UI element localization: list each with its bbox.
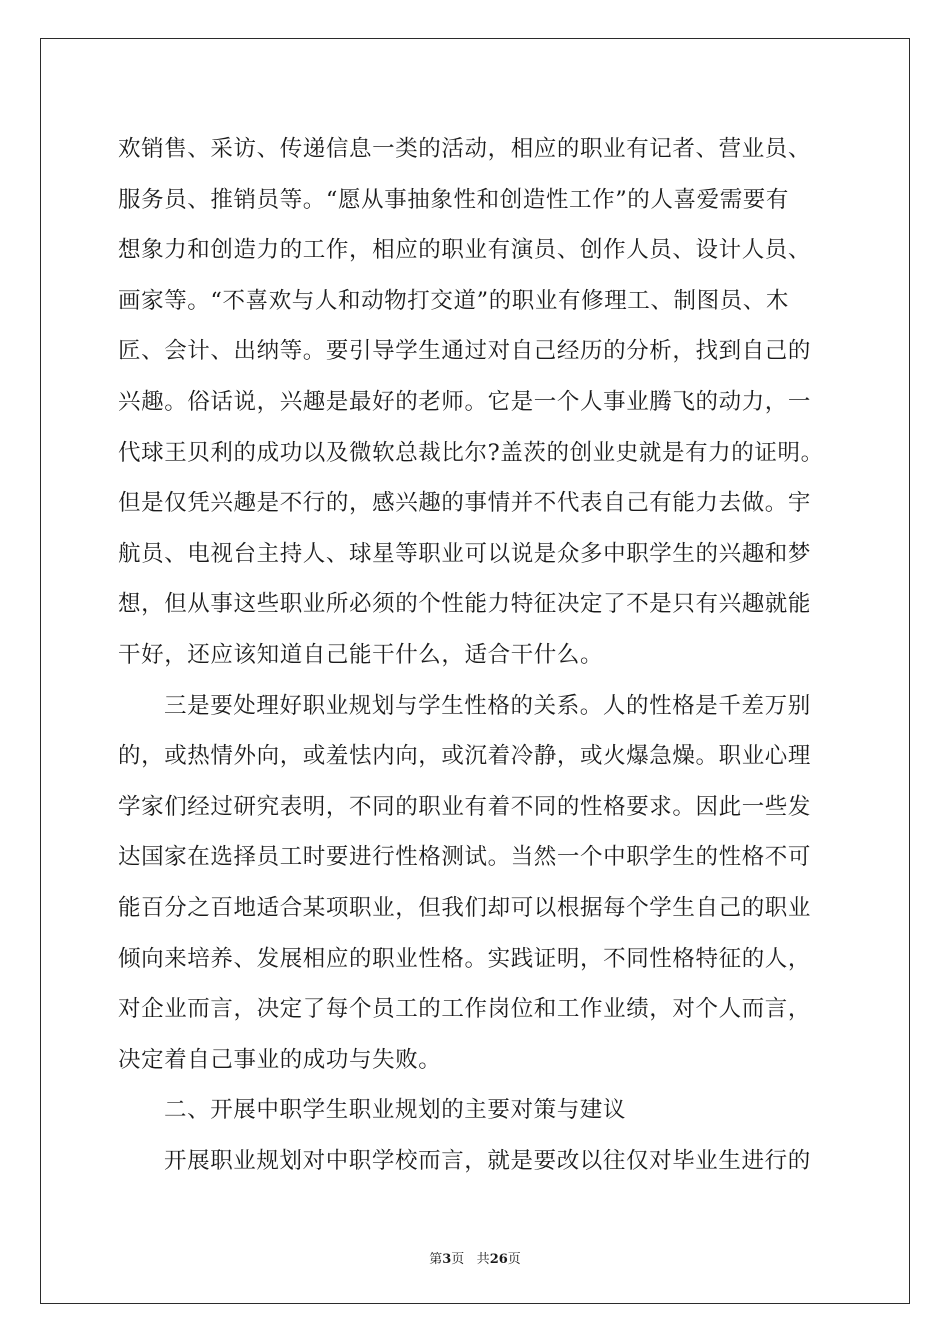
text-line: 画家等。“不喜欢与人和动物打交道”的职业有修理工、制图员、木 (118, 287, 790, 314)
text-line: 欢销售、采访、传递信息一类的活动，相应的职业有记者、营业员、 (118, 136, 812, 162)
text-line: 匠、会计、出纳等。要引导学生通过对自己经历的分析，找到自己的 (118, 338, 812, 365)
text-line: 代球王贝利的成功以及微软总裁比尔?盖茨的创业史就是有力的证明。 (118, 439, 824, 466)
text-line: 学家们经过研究表明，不同的职业有着不同的性格要求。因此一些发 (118, 793, 812, 820)
text-line: 兴趣。俗话说，兴趣是最好的老师。它是一个人事业腾飞的动力，一 (118, 388, 812, 415)
text-line: 干好，还应该知道自己能干什么，适合干什么。 (118, 641, 604, 668)
document-body (118, 128, 838, 1190)
text-line: 航员、电视台主持人、球星等职业可以说是众多中职学生的兴趣和梦 (118, 540, 812, 567)
text-line: 达国家在选择员工时要进行性格测试。当然一个中职学生的性格不可 (118, 844, 812, 871)
page-footer (0, 1248, 950, 1267)
text-line: 想，但从事这些职业所必须的个性能力特征决定了不是只有兴趣就能 (118, 591, 812, 618)
text-line: 的，或热情外向，或羞怯内向，或沉着冷静，或火爆急燥。职业心理 (118, 743, 812, 770)
text-line: 开展职业规划对中职学校而言，就是要改以往仅对毕业生进行的 (164, 1147, 811, 1174)
total-suffix: 页 (507, 1252, 521, 1267)
text-line: 但是仅凭兴趣是不行的，感兴趣的事情并不代表自己有能力去做。宇 (118, 490, 812, 517)
text-line: 倾向来培养、发展相应的职业性格。实践证明，不同性格特征的人， (118, 945, 812, 972)
text-line: 对企业而言，决定了每个员工的工作岗位和工作业绩，对个人而言， (118, 996, 812, 1023)
total-pages: 26 (489, 1252, 508, 1267)
page-prefix: 第 (429, 1252, 443, 1267)
page-suffix: 页 (451, 1252, 465, 1267)
text-line: 三是要处理好职业规划与学生性格的关系。人的性格是千差万别 (164, 692, 811, 719)
text-line: 二、开展中职学生职业规划的主要对策与建议 (164, 1097, 627, 1124)
page-number: 3 (442, 1252, 452, 1267)
text-line: 能百分之百地适合某项职业，但我们却可以根据每个学生自己的职业 (118, 894, 812, 921)
text-line: 想象力和创造力的工作，相应的职业有演员、创作人员、设计人员、 (118, 237, 812, 264)
total-prefix: 共 (476, 1252, 490, 1267)
text-line: 服务员、推销员等。“愿从事抽象性和创造性工作”的人喜爱需要有 (118, 186, 790, 213)
text-line: 决定着自己事业的成功与失败。 (118, 1046, 442, 1073)
